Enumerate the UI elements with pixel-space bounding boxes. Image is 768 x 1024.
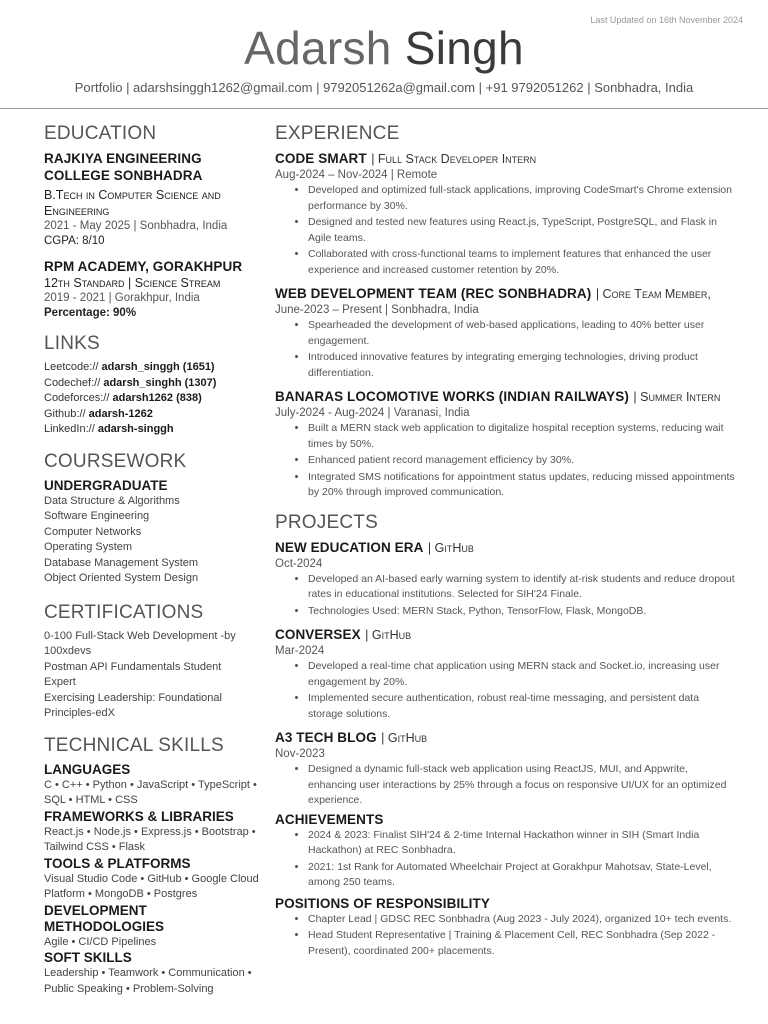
link-value: adarsh-1262 [88, 407, 153, 420]
education-entry [44, 258, 270, 321]
project-name: NEW EDUCATION ERA [275, 539, 424, 555]
cert-item: Exercising Leadership: Foundational Principles-edX [44, 691, 222, 719]
right-column [275, 122, 735, 966]
project-bullet: • Developed a real-time chat application using MERN stack and Socket.io, increasing user engagement by 20%. [308, 659, 735, 690]
link-codeforces[interactable] [44, 391, 270, 407]
achievements-bullets [275, 828, 735, 891]
project-bullet: • Developed an AI-based early warning system to identify at-risk students and reduce dropout rates in educational institutions. Selected for SIH'24 Finale. [308, 572, 735, 603]
job-bullet: • Built a MERN stack web application to digitalize hospital reception systems, reducing wait times by 50%. [308, 421, 735, 452]
course-item: Software Engineering [44, 510, 150, 522]
job-meta: June-2023 – Present | Sonbhadra, India [275, 304, 479, 316]
link-leetcode[interactable] [44, 360, 270, 376]
project-github-link[interactable]: | GitHub [365, 628, 412, 642]
skills-list [44, 762, 270, 998]
job-role: | Summer Intern [633, 390, 721, 404]
skill-group-items: React.js • Node.js • Express.js • Bootstrap • Tailwind CSS • Flask [44, 825, 256, 853]
achievement-bullet: • 2021: 1st Rank for Automated Wheelchair Project at Gorakhpur Mahotsav, State-Level, among 250 teams. [308, 860, 735, 891]
job-bullet: • Integrated SMS notifications for appointment status updates, reducing missed appointments by 20% through improved communication. [308, 470, 735, 501]
job-bullets [275, 421, 735, 501]
job-org: CODE SMART [275, 151, 367, 166]
link-label: Leetcode:// [44, 361, 99, 373]
project-bullet: • Implemented secure authentication, robust real-time messaging, and persistent data storage solutions. [308, 691, 735, 722]
links-heading: LINKS [44, 333, 100, 354]
projects-heading: PROJECTS [275, 511, 378, 533]
experience-heading: EXPERIENCE [275, 123, 400, 144]
skill-group-heading: TOOLS & PLATFORMS [44, 855, 191, 871]
degree: 12th Standard | Science Stream [44, 276, 221, 290]
skill-group-items: Leadership • Teamwork • Communication • Public Speaking • Problem-Solving [44, 967, 252, 995]
header-divider [0, 108, 768, 109]
positions-section [275, 895, 735, 960]
job-role: | Core Team Member, [595, 287, 711, 301]
project-date: Mar-2024 [275, 645, 325, 657]
skill-group-items: C • C++ • Python • JavaScript • TypeScript • SQL • HTML • CSS [44, 778, 257, 806]
course-item: Computer Networks [44, 525, 142, 538]
position-bullet: • Chapter Lead | GDSC REC Sonbhadra (Aug 2023 - July 2024), organized 10+ tech events. [308, 912, 735, 928]
link-label: LinkedIn:// [44, 423, 95, 435]
education-score: CGPA: 8/10 [44, 235, 105, 247]
job-meta: July-2024 - Aug-2024 | Varanasi, India [275, 407, 470, 419]
certifications-heading: CERTIFICATIONS [44, 601, 204, 623]
cert-item: Postman API Fundamentals Student Expert [44, 660, 222, 688]
candidate-name [0, 18, 768, 78]
course-item: Object Oriented System Design [44, 572, 199, 584]
achievements-section [275, 811, 735, 891]
job-bullet: • Introduced innovative features by integrating emerging technologies, driving product differentiation. [308, 350, 735, 381]
project-entry [275, 626, 735, 722]
coursework-list [44, 478, 270, 587]
education-heading: EDUCATION [44, 123, 157, 144]
job-entry [275, 285, 735, 381]
education-score: Percentage: 90% [44, 307, 137, 319]
last-updated: Last Updated on 16th November 2024 [590, 15, 743, 25]
job-bullet: • Designed and tested new features using React.js, TypeScript, PostgreSQL, and Flask in Agile teams. [308, 215, 735, 246]
job-bullets [275, 318, 735, 381]
skill-group-heading: DEVELOPMENT METHODOLOGIES [44, 902, 165, 934]
job-entry [275, 150, 735, 278]
cert-item: 0-100 Full-Stack Web Development -by 100xdevs [44, 629, 236, 657]
job-bullet: • Collaborated with cross-functional teams to implement features that enhanced the user experience and increased customer retention by 20%. [308, 247, 735, 278]
course-item: Data Structure & Algorithms [44, 494, 180, 507]
job-bullets [275, 183, 735, 278]
achievements-heading: ACHIEVEMENTS [275, 811, 384, 827]
link-value: adarsh_singhh (1307) [103, 376, 217, 389]
links-list [44, 360, 270, 438]
left-column [44, 122, 270, 997]
link-github[interactable] [44, 407, 270, 423]
school-name: RAJKIYA ENGINEERING COLLEGE SONBHADRA [44, 151, 203, 183]
education-entry [44, 150, 270, 249]
skill-group-heading: FRAMEWORKS & LIBRARIES [44, 808, 234, 824]
project-github-link[interactable]: | GitHub [427, 540, 474, 555]
skill-group-items: Agile • CI/CD Pipelines [44, 935, 157, 948]
project-bullets [275, 572, 735, 620]
project-entry [275, 539, 735, 620]
first-name: Adarsh [244, 22, 392, 74]
skill-group-heading: SOFT SKILLS [44, 950, 132, 965]
technical-skills-heading: TECHNICAL SKILLS [44, 734, 224, 756]
job-org: BANARAS LOCOMOTIVE WORKS (INDIAN RAILWAYS) [275, 389, 629, 404]
job-bullet: • Spearheaded the development of web-based applications, leading to 40% better user engagement. [308, 318, 735, 349]
job-meta: Aug-2024 – Nov-2024 | Remote [275, 169, 438, 181]
course-item: Database Management System [44, 556, 199, 569]
project-github-link[interactable]: | GitHub [381, 731, 428, 745]
contact-line[interactable]: Portfolio | adarshsinggh1262@gmail.com | 9792051262a@gmail.com | +91 9792051262 | Sonbhadra, India [74, 80, 694, 95]
last-name: Singh [404, 22, 524, 74]
certifications-list [44, 629, 270, 722]
job-bullet: • Developed and optimized full-stack applications, improving CodeSmart's Chrome extension performance by 30%. [308, 183, 735, 214]
job-entry [275, 388, 735, 501]
project-date: Oct-2024 [275, 557, 323, 570]
skill-group-items: Visual Studio Code • GitHub • Google Cloud Platform • MongoDB • Postgres [44, 872, 259, 900]
project-bullets [275, 762, 735, 809]
link-value: adarsh_singgh (1651) [101, 361, 215, 373]
degree: B.Tech in Computer Science and Engineering [44, 188, 221, 218]
project-date: Nov-2023 [275, 748, 325, 760]
project-bullets [275, 659, 735, 722]
achievement-bullet: • 2024 & 2023: Finalist SIH'24 & 2-time Internal Hackathon winner in SIH (Smart India Hackathon) at REC Sonbhadra. [308, 828, 735, 859]
link-label: Github:// [44, 407, 86, 420]
coursework-subheading: UNDERGRADUATE [44, 477, 168, 493]
skill-group-heading: LANGUAGES [44, 761, 131, 777]
education-dates: 2021 - May 2025 | Sonbhadra, India [44, 220, 228, 232]
project-name: A3 TECH BLOG [275, 730, 377, 745]
job-org: WEB DEVELOPMENT TEAM (REC SONBHADRA) [275, 286, 592, 301]
link-label: Codechef:// [44, 376, 101, 389]
link-value: adarsh1262 (838) [112, 392, 202, 404]
job-role: | Full Stack Developer Intern [371, 152, 537, 166]
coursework-heading: COURSEWORK [44, 450, 187, 472]
position-bullet: • Head Student Representative | Training & Placement Cell, REC Sonbhadra (Sep 2022 - Present), coordinated 200+ placements. [308, 928, 735, 959]
link-codechef[interactable] [44, 376, 270, 392]
course-item: Operating System [44, 541, 133, 553]
link-linkedin[interactable] [44, 422, 270, 438]
project-name: CONVERSEX [275, 627, 361, 642]
positions-heading: POSITIONS OF RESPONSIBILITY [275, 895, 490, 911]
project-entry [275, 729, 735, 809]
project-bullet: • Designed a dynamic full-stack web application using ReactJS, MUI, and Appwrite, enhancing user interactions by 25% through a focus on responsive UI/UX for an optimized experience. [308, 762, 735, 809]
link-label: Codeforces:// [44, 392, 110, 404]
education-dates: 2019 - 2021 | Gorakhpur, India [44, 292, 200, 304]
link-value: adarsh-singgh [97, 423, 174, 435]
job-bullet: • Enhanced patient record management efficiency by 30%. [308, 453, 735, 469]
school-name: RPM ACADEMY, GORAKHPUR [44, 259, 243, 274]
project-bullet: • Technologies Used: MERN Stack, Python, TensorFlow, Flask, MongoDB. [308, 604, 735, 620]
positions-bullets [275, 912, 735, 960]
